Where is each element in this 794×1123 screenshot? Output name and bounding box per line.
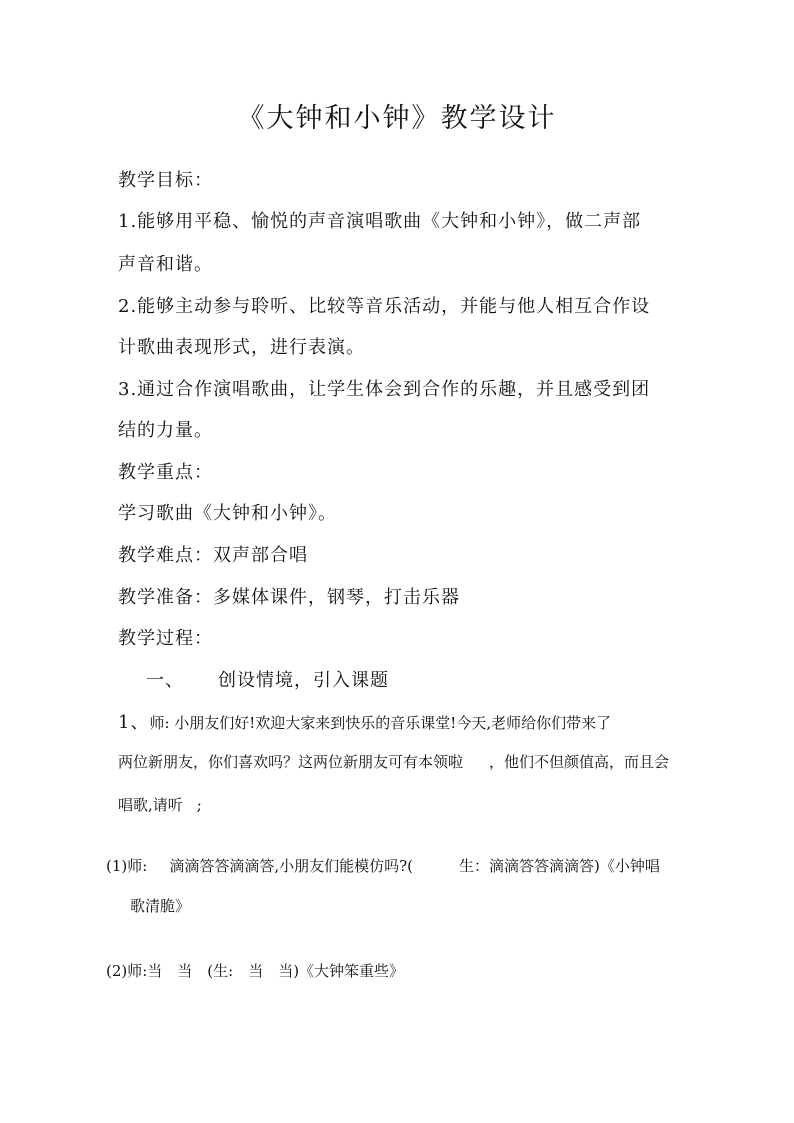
step-1-text-3a: 唱歌,请听: [118, 796, 183, 814]
objective-1-line-2: 声音和谐。: [118, 254, 213, 275]
preparation-text: 教学准备：多媒体课件，钢琴，打击乐器: [118, 587, 460, 608]
objective-2-line-1: 2.能够主动参与聆听、比较等音乐活动，并能与他人相互合作设: [118, 296, 651, 317]
section-1-title: 创设情境，引入课题: [218, 670, 389, 691]
sub-item-1-line-1: [106, 855, 660, 876]
step-1-prefix: 1、: [118, 712, 150, 733]
key-point-text: 学习歌曲《大钟和小钟》。: [118, 503, 337, 524]
step-1-text-1: 师: 小朋友们好!欢迎大家来到快乐的音乐课堂!今天,老师给你们带来了: [149, 714, 612, 732]
document-title: 《大钟和小钟》教学设计: [237, 103, 557, 134]
key-point-heading: 教学重点：: [118, 462, 213, 483]
objective-1-line-1: 1.能够用平稳、愉悦的声音演唱歌曲《大钟和小钟》，做二声部: [118, 211, 642, 232]
step-1-text-2a: 两位新朋友，你们喜欢吗？这两位新朋友可有本领啦: [118, 753, 464, 771]
sub-1-text-b: 生：滴滴答答滴滴答)《小钟唱: [458, 857, 660, 875]
sub-item-2: (2)师:当 当 (生: 当 当)《大钟笨重些》: [106, 962, 405, 980]
step-1-line-1: [118, 708, 611, 734]
step-1-line-2: [118, 751, 669, 772]
sub-1-text-a: 滴滴答答滴滴答,小朋友们能模仿吗?(: [169, 857, 413, 875]
objectives-heading: 教学目标：: [118, 170, 213, 191]
sub-1-label: (1)师:: [106, 857, 148, 875]
step-1-line-3: [118, 794, 202, 815]
objective-3-line-1: 3.通过合作演唱歌曲，让学生体会到合作的乐趣，并且感受到团: [118, 379, 651, 400]
difficulty-text: 教学难点：双声部合唱: [118, 545, 308, 566]
step-1-text-2b: ，他们不但颜值高，而且会: [489, 753, 670, 771]
step-1-text-3b: ;: [196, 796, 202, 814]
section-1-number: 一、: [146, 670, 184, 691]
process-heading: 教学过程：: [118, 628, 213, 649]
objective-2-line-2: 计歌曲表现形式，进行表演。: [118, 337, 365, 358]
sub-item-1-line-2: 歌清脆》: [130, 897, 191, 915]
objective-3-line-2: 结的力量。: [118, 420, 213, 441]
section-1-heading: [146, 666, 389, 692]
